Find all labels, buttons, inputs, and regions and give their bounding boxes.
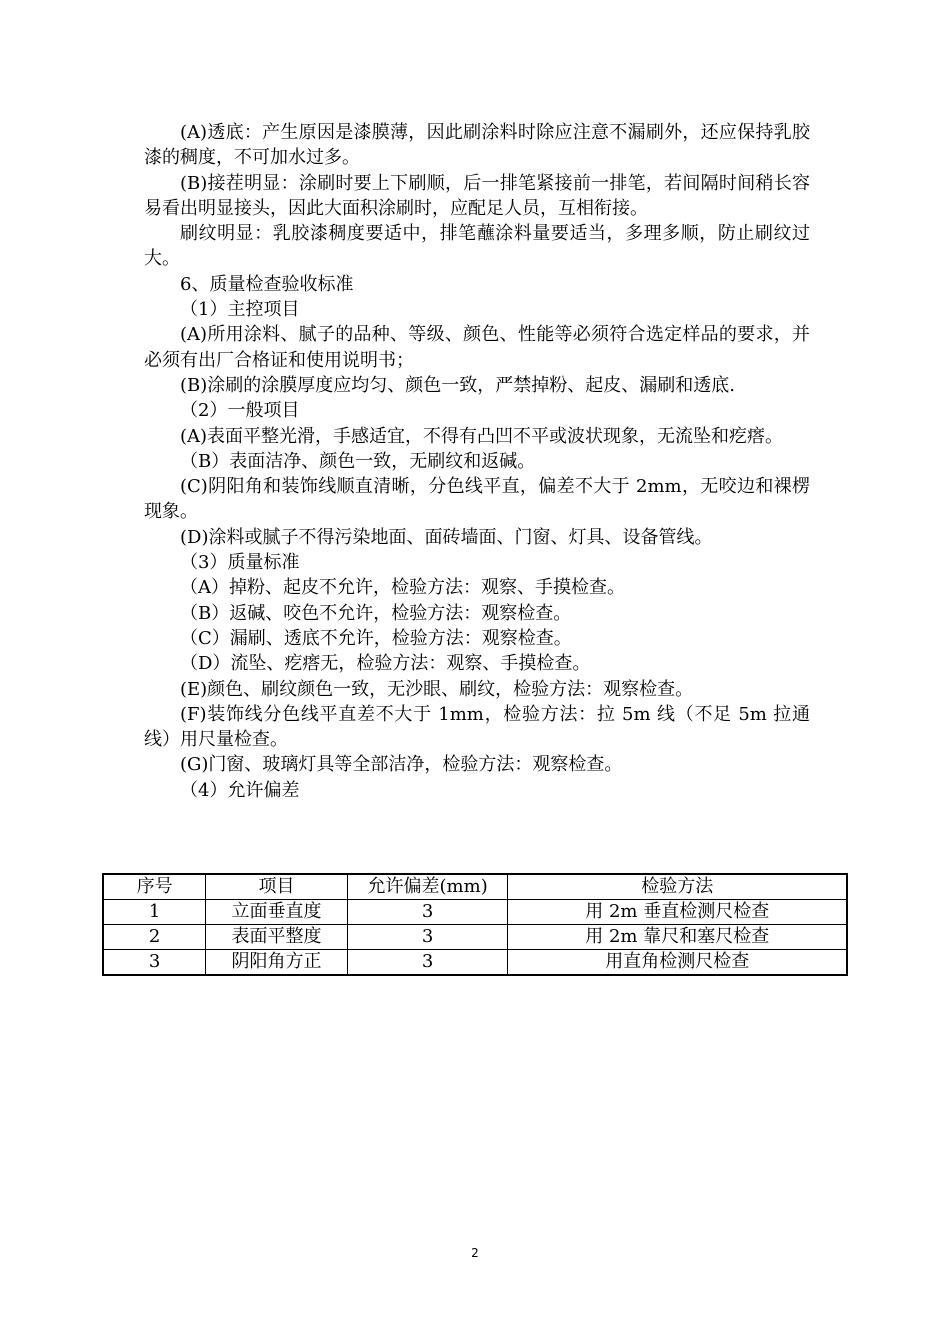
general-item-a: (A)表面平整光滑，手感适宜，不得有凸凹不平或波状现象，无流坠和疙瘩。 bbox=[180, 425, 784, 447]
header-index: 序号 bbox=[103, 874, 206, 900]
body-text bbox=[144, 120, 810, 803]
table-cell: 阴阳角方正 bbox=[206, 950, 348, 976]
table-cell: 2 bbox=[103, 925, 206, 950]
subheading-general-items: （2）一般项目 bbox=[180, 400, 300, 422]
standard-item-f: (F)装饰线分色线平直差不大于 1mm，检验方法：拉 5m 线（不足 5m 拉通线）用尺量检查。 bbox=[144, 703, 810, 751]
table-row bbox=[103, 900, 847, 925]
table-row bbox=[103, 950, 847, 976]
table-cell: 3 bbox=[347, 900, 508, 925]
table-cell: 用 2m 靠尺和塞尺检查 bbox=[508, 925, 847, 950]
standard-item-d: （D）流坠、疙瘩无，检验方法：观察、手摸检查。 bbox=[180, 653, 591, 675]
general-item-b: （B）表面洁净、颜色一致，无刷纹和返碱。 bbox=[180, 450, 536, 472]
main-item-b: (B)涂刷的涂膜厚度应均匀、颜色一致，严禁掉粉、起皮、漏刷和透底. bbox=[180, 374, 735, 396]
standard-item-c: （C）漏刷、透底不允许，检验方法：观察检查。 bbox=[180, 627, 572, 649]
deviation-table bbox=[102, 873, 848, 976]
table-cell: 用 2m 垂直检测尺检查 bbox=[508, 900, 847, 925]
paragraph-b-jiecha: (B)接茬明显：涂刷时要上下刷顺，后一排笔紧接前一排笔，若间隔时间稍长容易看出明显接头，因此大面积涂刷时，应配足人员，互相衔接。 bbox=[144, 172, 810, 219]
table-cell: 3 bbox=[347, 950, 508, 976]
standard-item-e: (E)颜色、刷纹颜色一致，无沙眼、刷纹，检验方法：观察检查。 bbox=[180, 678, 694, 700]
header-method: 检验方法 bbox=[508, 874, 847, 900]
table-row bbox=[103, 925, 847, 950]
paragraph-a-toudi: (A)透底：产生原因是漆膜薄，因此刷涂料时除应注意不漏刷外，还应保持乳胶漆的稠度，不可加水过多。 bbox=[144, 122, 810, 169]
subheading-quality-standard: （3）质量标准 bbox=[180, 552, 300, 574]
page-number: 2 bbox=[471, 1246, 479, 1260]
paragraph-shuawen: 刷纹明显：乳胶漆稠度要适中，排笔蘸涂料量要适当，多理多顺，防止刷纹过大。 bbox=[144, 223, 810, 270]
main-item-a: (A)所用涂料、腻子的品种、等级、颜色、性能等必须符合选定样品的要求，并必须有出厂合格证和使用说明书； bbox=[144, 324, 810, 371]
table-cell: 3 bbox=[103, 950, 206, 976]
table-cell: 3 bbox=[347, 925, 508, 950]
subheading-main-items: （1）主控项目 bbox=[180, 299, 300, 321]
table-cell: 1 bbox=[103, 900, 206, 925]
general-item-c: (C)阴阳角和装饰线顺直清晰，分色线平直，偏差不大于 2mm，无咬边和裸楞现象。 bbox=[144, 476, 810, 523]
header-item: 项目 bbox=[206, 874, 348, 900]
header-allowed-deviation: 允许偏差(mm) bbox=[347, 874, 508, 900]
general-item-d: (D)涂料或腻子不得污染地面、面砖墙面、门窗、灯具、设备管线。 bbox=[180, 526, 713, 548]
section-heading-quality: 6、质量检查验收标准 bbox=[180, 273, 354, 295]
table-cell: 表面平整度 bbox=[206, 925, 348, 950]
standard-item-g: (G)门窗、玻璃灯具等全部洁净，检验方法：观察检查。 bbox=[180, 754, 623, 776]
standard-item-a: （A）掉粉、起皮不允许，检验方法：观察、手摸检查。 bbox=[180, 577, 625, 599]
table-cell: 用直角检测尺检查 bbox=[508, 950, 847, 976]
subheading-allowed-deviation: （4）允许偏差 bbox=[180, 779, 300, 801]
table-header-row bbox=[103, 874, 847, 900]
table-cell: 立面垂直度 bbox=[206, 900, 348, 925]
standard-item-b: （B）返碱、咬色不允许，检验方法：观察检查。 bbox=[180, 602, 572, 624]
